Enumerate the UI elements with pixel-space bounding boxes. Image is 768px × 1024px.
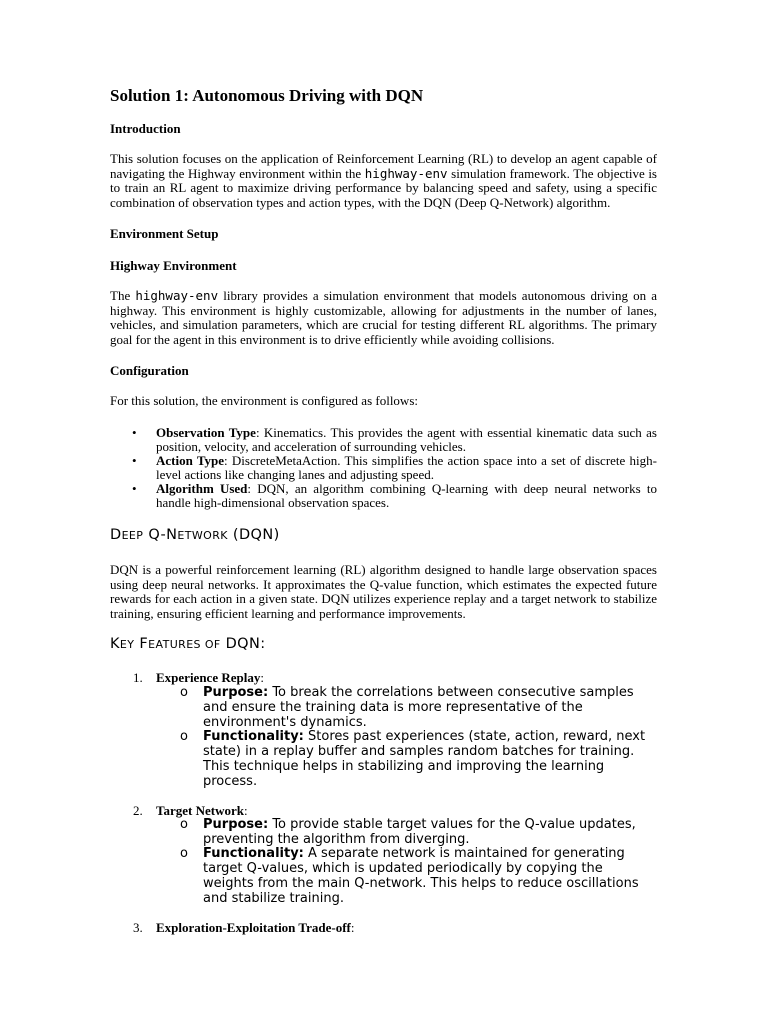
bullet-text: : DQN, an algorithm combining Q-learning with deep neural networks to handle high-dimensional observation spaces.: [156, 481, 658, 510]
feature-colon: :: [243, 803, 248, 818]
config-heading: Configuration: [110, 363, 189, 378]
config-bullet-item: [110, 482, 657, 510]
dqn-paragraph: DQN is a powerful reinforcement learning (RL) algorithm designed to handle large observation spaces using deep neural networks. It approximates the Q-value function, which estimates the expected future rewards for each action in a given state. DQN utilizes experience replay and a target network to stabilize training, ensuring efficient learning and performance improvements.: [110, 562, 657, 621]
sub-text: To provide stable target values for the Q-value updates, preventing the algorithm from diverging.: [203, 817, 636, 847]
dqn-heading: DEEP Q-NETWORK (DQN): [110, 527, 280, 543]
highway-code: highway-env: [135, 288, 219, 303]
circle-bullet-icon: o: [180, 817, 188, 832]
config-paragraph: For this solution, the environment is configured as follows:: [110, 393, 418, 408]
sub-text: To break the correlations between consecutive samples and ensure the training data is more representative of the environment's dynamics.: [203, 685, 634, 730]
sub-text: A separate network is maintained for generating target Q-values, which is updated periodically by copying the weights from the main Q-network. This helps to reduce oscillations and stabilize training.: [203, 846, 639, 906]
sub-label: Purpose:: [203, 685, 269, 700]
env-setup-heading: Environment Setup: [110, 226, 219, 241]
intro-code: highway-env: [364, 165, 448, 181]
intro-text-a: This solution focuses on the application of Reinforcement Learning (RL) to develop an agent capable of navigating the Highway environment within the: [110, 151, 657, 181]
circle-bullet-icon: o: [180, 729, 188, 744]
intro-text-b: simulation framework. The objective is to train an RL agent to maximize driving performance by balancing speed and safety, using a specific combination of observation types and action types, with the DQN (Deep Q-Network) algorithm.: [110, 165, 657, 210]
circle-bullet-icon: o: [180, 846, 188, 861]
list-number: 3.: [133, 920, 143, 935]
bullet-text: : Kinematics. This provides the agent with essential kinematic data such as position, velocity, and acceleration of surrounding vehicles.: [156, 425, 657, 454]
sub-item-text: [203, 729, 648, 789]
bullet-label: Observation Type: [156, 425, 256, 440]
bullet-label: Algorithm Used: [156, 481, 248, 496]
config-bullet-item: [110, 426, 657, 454]
bullet-icon: •: [132, 453, 137, 468]
sub-item-text: [203, 817, 648, 847]
config-bullet-item: [110, 454, 657, 482]
highway-text-b: library provides a simulation environment that models autonomous driving on a highway. This environment is highly customizable, allowing for adjustments in the number of lanes, vehicles, and simulation parameters, which are crucial for testing different RL algorithms. The primary goal for the agent in this environment is to drive efficiently while avoiding collisions.: [110, 288, 657, 347]
sub-label: Purpose:: [203, 817, 269, 832]
feature-colon: :: [260, 670, 264, 685]
document-title: Solution 1: Autonomous Driving with DQN: [110, 86, 424, 105]
sub-label: Functionality:: [203, 846, 304, 861]
sub-item-text: [203, 846, 648, 906]
intro-paragraph: [110, 152, 657, 210]
sub-label: Functionality:: [203, 729, 304, 744]
list-number: 1.: [133, 670, 143, 685]
features-heading: KEY FEATURES OF DQN:: [110, 636, 266, 652]
feature-title: [156, 670, 264, 686]
sub-text: Stores past experiences (state, action, reward, next state) in a replay buffer and samples random batches for training. This technique helps in stabilizing and improving the learning process.: [203, 729, 646, 789]
list-number: 2.: [133, 803, 143, 818]
bullet-label: Action Type: [156, 453, 225, 468]
feature-title: [156, 920, 355, 936]
feature-label: Experience Replay: [156, 670, 261, 685]
highway-text-a: The: [110, 288, 136, 303]
intro-heading: Introduction: [110, 121, 181, 136]
highway-paragraph: [110, 289, 657, 347]
bullet-icon: •: [132, 481, 137, 496]
bullet-text: : DiscreteMetaAction. This simplifies the action space into a set of discrete high-level actions like changing lanes and adjusting speed.: [156, 453, 657, 482]
feature-label: Target Network: [156, 803, 244, 818]
sub-item-text: [203, 685, 648, 730]
config-bullet-list: [110, 426, 657, 510]
feature-label: Exploration-Exploitation Trade-off: [156, 920, 351, 935]
feature-colon: :: [350, 920, 355, 935]
circle-bullet-icon: o: [180, 685, 188, 700]
bullet-icon: •: [132, 425, 137, 440]
highway-heading: Highway Environment: [110, 258, 237, 273]
